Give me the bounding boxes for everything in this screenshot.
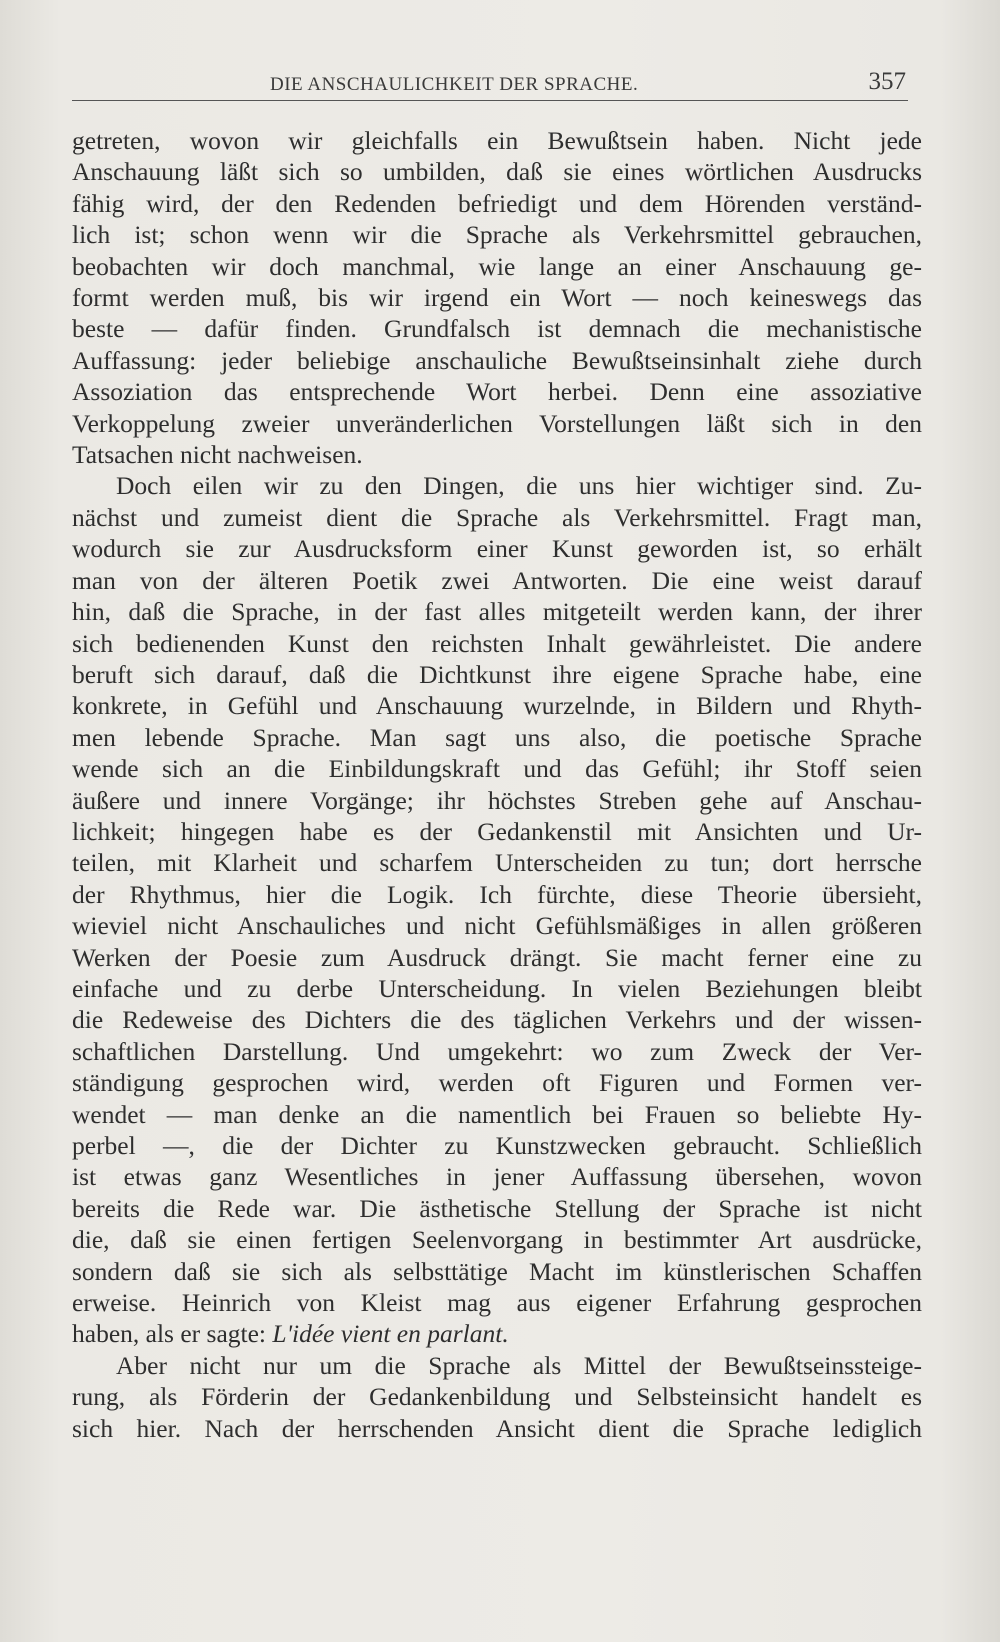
text-line: nächst und zumeist dient die Sprache als Verkehrsmittel. Fragt man, <box>72 502 922 532</box>
text-line: beste — dafür finden. Grundfalsch ist demnach die mechanistische <box>72 314 922 344</box>
text-line: der Rhythmus, hier die Logik. Ich fürchte, diese Theorie übersieht, <box>72 879 922 909</box>
text-line: getreten, wovon wir gleichfalls ein Bewußtsein haben. Nicht jede <box>72 126 922 155</box>
body-text <box>72 125 922 1444</box>
text-line: formt werden muß, bis wir irgend ein Wort — noch keineswegs das <box>72 283 922 313</box>
text-line: sich hier. Nach der herrschenden Ansicht dient die Sprache lediglich <box>72 1413 922 1443</box>
text-line: schaftlichen Darstellung. Und umgekehrt: wo zum Zweck der Ver- <box>72 1036 922 1066</box>
text-line: Werken der Poesie zum Ausdruck drängt. Sie macht ferner eine zu <box>72 942 922 972</box>
text-line: wodurch sie zur Ausdrucksform einer Kunst geworden ist, so erhält <box>72 534 922 564</box>
text-line: Doch eilen wir zu den Dingen, die uns hier wichtiger sind. Zu- <box>116 471 922 501</box>
kleist-quote: L'idée vient en parlant. <box>272 1319 509 1349</box>
text-line: men lebende Sprache. Man sagt uns also, die poetische Sprache <box>72 722 922 752</box>
text-line: perbel —, die der Dichter zu Kunstzwecken gebraucht. Schließlich <box>72 1131 922 1160</box>
text-line: beruft sich darauf, daß die Dichtkunst ihre eigene Sprache habe, eine <box>72 659 922 689</box>
page-number: 357 <box>868 68 906 95</box>
text-line: Aber nicht nur um die Sprache als Mittel der Bewußtseinssteige- <box>116 1350 922 1380</box>
text-line: sondern daß sie sich als selbsttätige Macht im künstlerischen Schaffen <box>72 1256 922 1286</box>
text-line: fähig wird, der den Redenden befriedigt und dem Hörenden verständ- <box>72 188 922 218</box>
paragraph-3 <box>72 1350 922 1444</box>
text-line: äußere und innere Vorgänge; ihr höchstes Streben gehe auf Anschau- <box>72 785 922 815</box>
text-line: sich bedienenden Kunst den reichsten Inhalt gewährleistet. Die andere <box>72 628 922 658</box>
text-line: Tatsachen nicht nachweisen. <box>72 440 363 470</box>
running-header <box>72 66 908 101</box>
text-line: hin, daß die Sprache, in der fast alles mitgeteilt werden kann, der ihrer <box>72 597 922 627</box>
text-line: Assoziation das entsprechende Wort herbei. Denn eine assoziative <box>72 377 922 407</box>
text-line: erweise. Heinrich von Kleist mag aus eigener Erfahrung gesprochen <box>72 1288 922 1318</box>
text-line: wieviel nicht Anschauliches und nicht Gefühlsmäßiges in allen größeren <box>72 911 922 941</box>
text-line: die, daß sie einen fertigen Seelenvorgang in bestimmter Art ausdrücke, <box>72 1225 922 1255</box>
text-line: Auffassung: jeder beliebige anschauliche Bewußtseinsinhalt ziehe durch <box>72 345 922 375</box>
quote-intro: haben, als er sagte: <box>72 1319 273 1349</box>
text-line: wendet — man denke an die namentlich bei Frauen so beliebte Hy- <box>72 1099 922 1129</box>
text-line: bereits die Rede war. Die ästhetische Stellung der Sprache ist nicht <box>72 1193 922 1223</box>
text-line: die Redeweise des Dichters die des täglichen Verkehrs und der wissen- <box>72 1005 922 1035</box>
paragraph-2 <box>72 470 922 1349</box>
text-line: ständigung gesprochen wird, werden oft Figuren und Formen ver- <box>72 1068 922 1098</box>
text-line: Verkoppelung zweier unveränderlichen Vorstellungen läßt sich in den <box>72 408 922 438</box>
text-line: lichkeit; hingegen habe es der Gedankenstil mit Ansichten und Ur- <box>72 816 922 846</box>
text-line-quote <box>72 1318 922 1349</box>
text-line: teilen, mit Klarheit und scharfem Unterscheiden zu tun; dort herrsche <box>72 848 922 878</box>
text-line: einfache und zu derbe Unterscheidung. In vielen Beziehungen bleibt <box>72 973 922 1003</box>
text-line: beobachten wir doch manchmal, wie lange an einer Anschauung ge- <box>72 251 922 281</box>
text-line: Anschauung läßt sich so umbilden, daß sie eines wörtlichen Ausdrucks <box>72 157 922 187</box>
text-line: rung, als Förderin der Gedankenbildung und Selbsteinsicht handelt es <box>72 1382 922 1412</box>
text-line: ist etwas ganz Wesentliches in jener Auffassung übersehen, wovon <box>72 1162 922 1192</box>
text-line: lich ist; schon wenn wir die Sprache als Verkehrsmittel gebrauchen, <box>72 220 922 250</box>
text-line: man von der älteren Poetik zwei Antworten. Die eine weist darauf <box>72 565 922 595</box>
running-title: DIE ANSCHAULICHKEIT DER SPRACHE. <box>270 74 639 95</box>
paragraph-1 <box>72 125 922 470</box>
text-line: wende sich an die Einbildungskraft und das Gefühl; ihr Stoff seien <box>72 754 922 784</box>
text-line: konkrete, in Gefühl und Anschauung wurzelnde, in Bildern und Rhyth- <box>72 691 922 721</box>
